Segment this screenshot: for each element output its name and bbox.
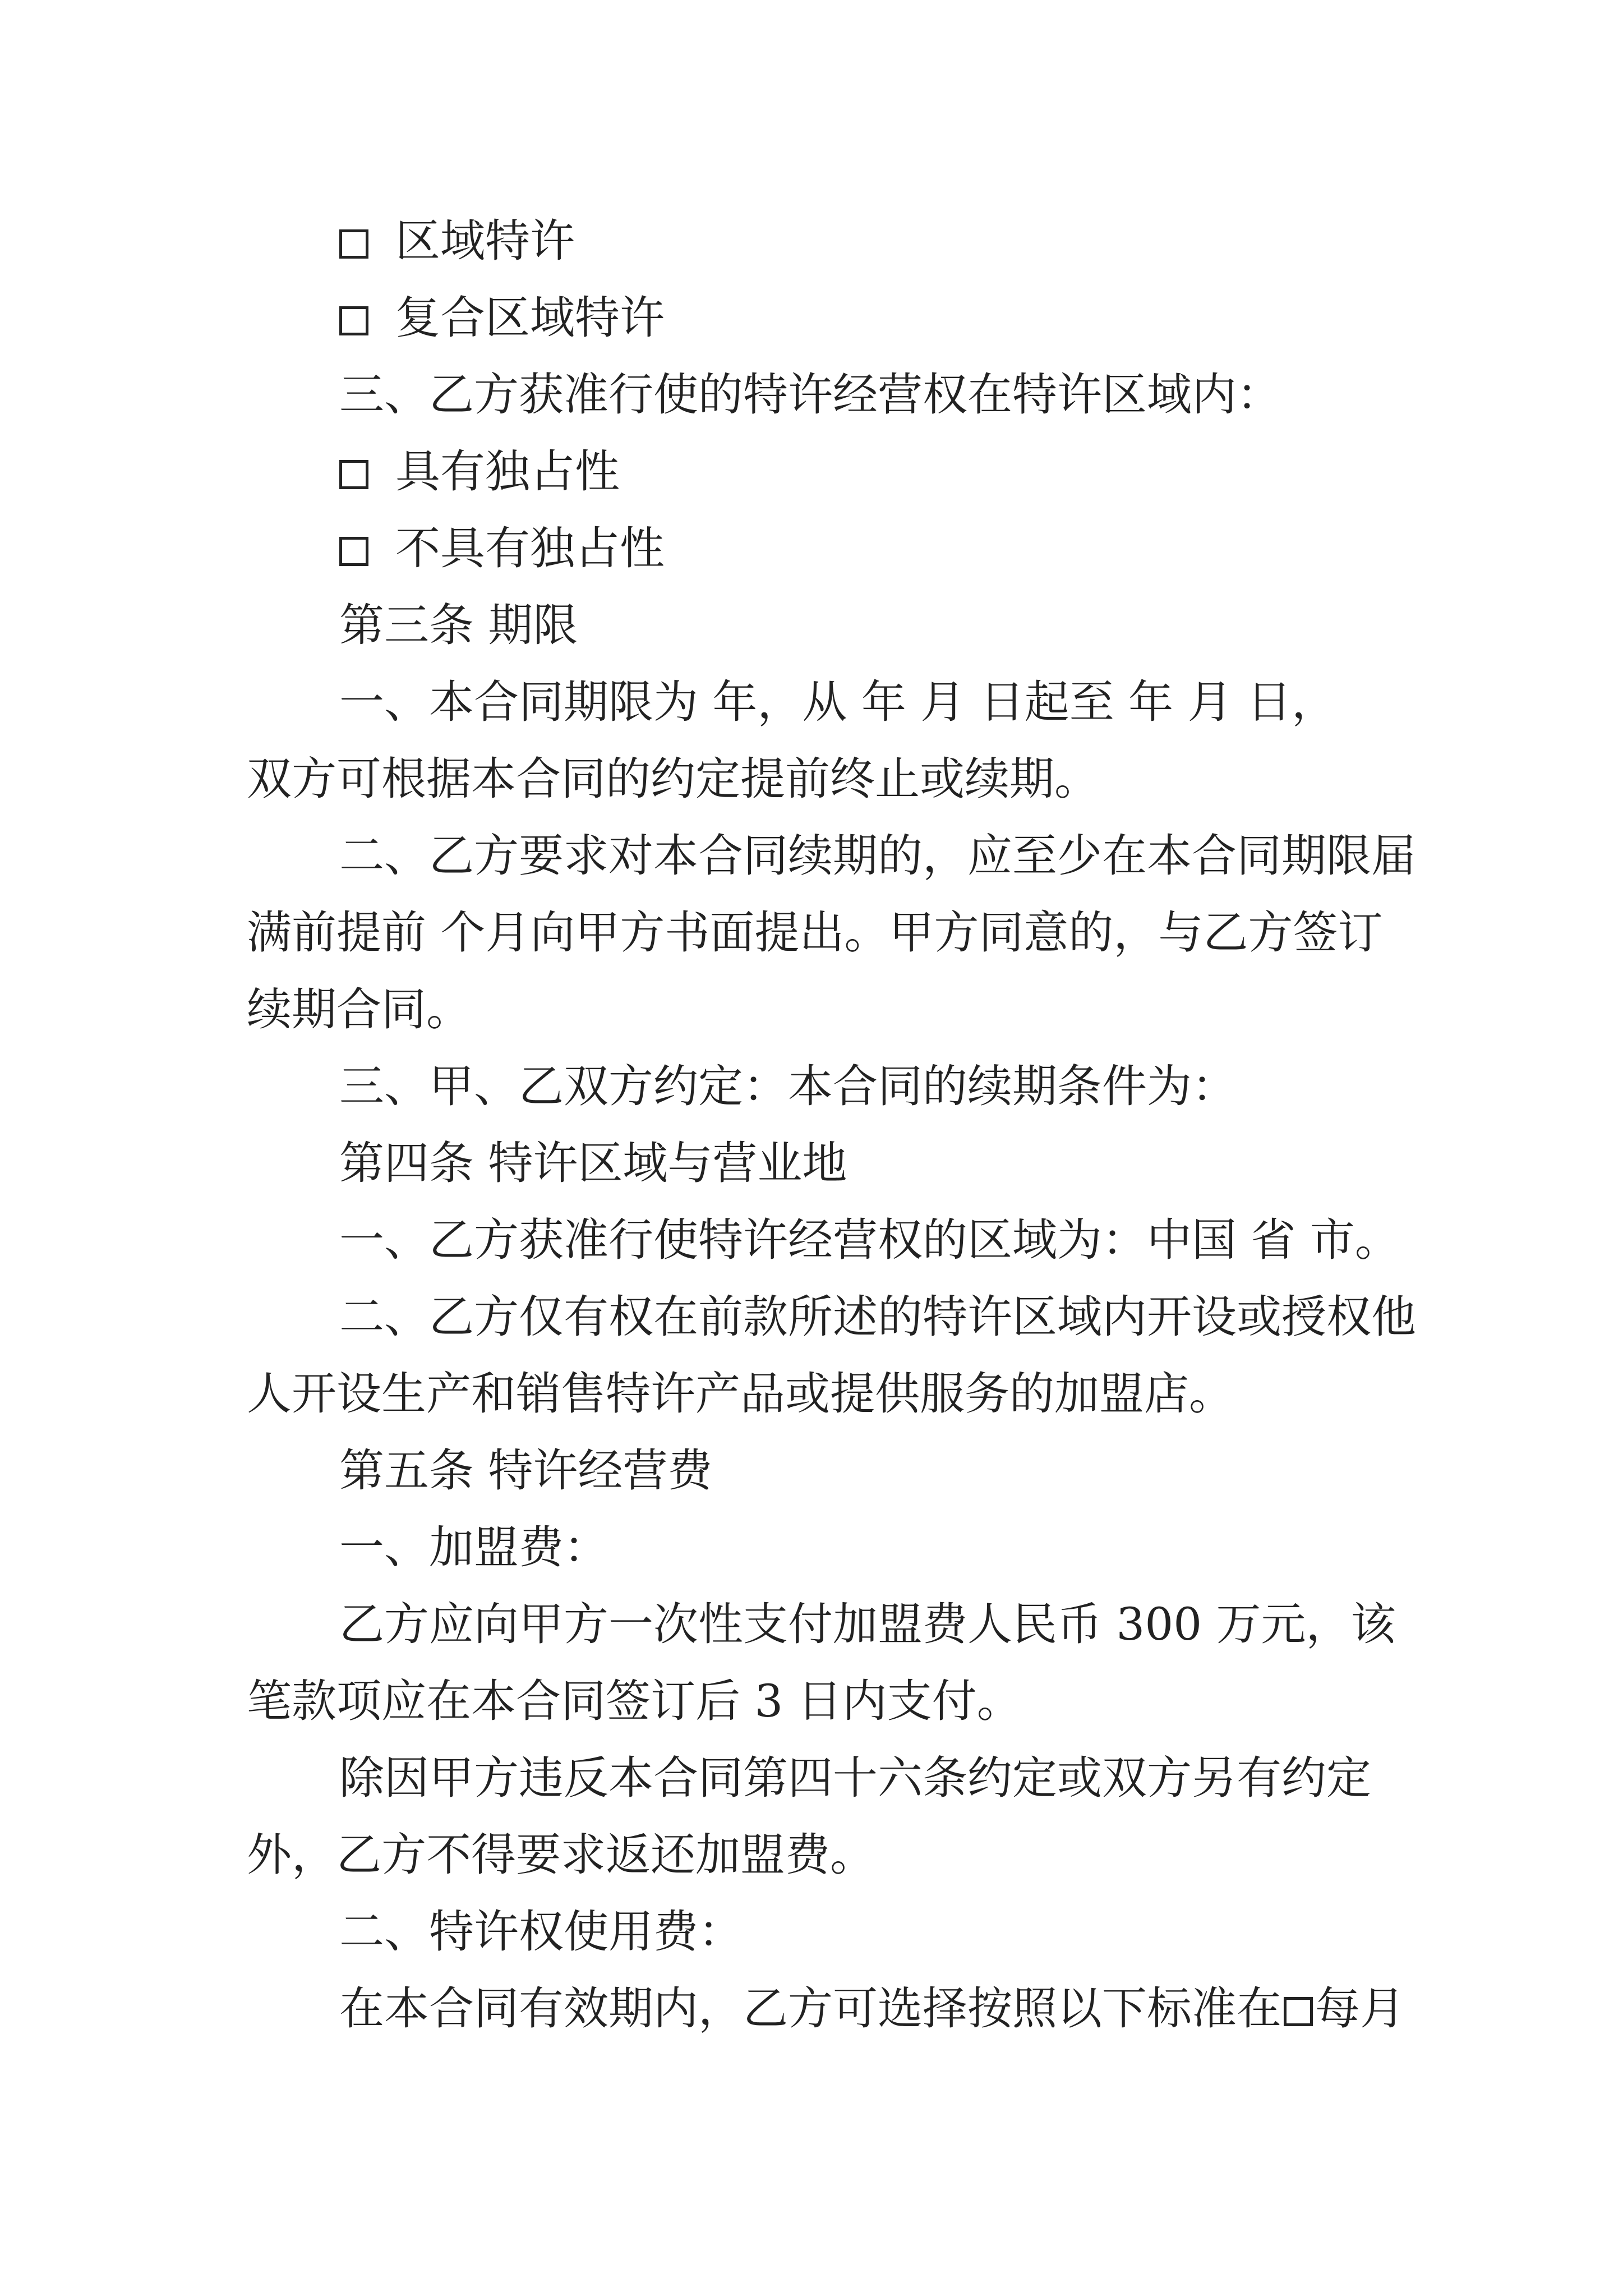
- paragraph-line: 双方可根据本合同的约定提前终止或续期。: [247, 753, 1099, 805]
- paragraph-line: 续期合同。: [247, 983, 471, 1036]
- text-segment: 每月: [1315, 1982, 1405, 2035]
- paragraph-line: 三、甲、乙双方约定：本合同的续期条件为：: [339, 1060, 1237, 1112]
- article-heading: 第五条 特许经营费: [339, 1444, 713, 1497]
- paragraph-line: 二、特许权使用费：: [339, 1906, 743, 1958]
- paragraph-line: 人开设生产和销售特许产品或提供服务的加盟店。: [247, 1368, 1234, 1420]
- checkbox[interactable]: [339, 229, 368, 259]
- paragraph-line: 外，乙方不得要求返还加盟费。: [247, 1829, 875, 1881]
- paragraph-line: 一、本合同期限为 年，从 年 月 日起至 年 月 日，: [339, 676, 1337, 728]
- paragraph-line: 除因甲方违反本合同第四十六条约定或双方另有约定: [339, 1752, 1371, 1804]
- paragraph-line: 二、乙方仅有权在前款所述的特许区域内开设或授权他: [339, 1291, 1416, 1343]
- checkbox-option-composite-regional: [339, 290, 665, 346]
- option-label: 区域特许: [395, 215, 575, 267]
- checkbox[interactable]: [339, 460, 368, 489]
- option-label: 复合区域特许: [395, 292, 665, 344]
- option-label: 不具有独占性: [395, 522, 665, 574]
- checkbox[interactable]: [1284, 1997, 1313, 2026]
- article-heading: 第三条 期限: [339, 599, 578, 651]
- paragraph-line: 满前提前 个月向甲方书面提出。甲方同意的，与乙方签订: [247, 907, 1383, 959]
- paragraph-line: 一、乙方获准行使特许经营权的区域为：中国 省 市。: [339, 1214, 1400, 1266]
- checkbox-option-regional: [339, 213, 575, 269]
- checkbox-option-exclusive: [339, 444, 620, 500]
- paragraph-line: 乙方应向甲方一次性支付加盟费人民币 300 万元，该: [339, 1598, 1396, 1650]
- text-segment: 在本合同有效期内，乙方可选择按照以下标准在: [339, 1982, 1281, 2035]
- checkbox[interactable]: [339, 306, 368, 335]
- paragraph-line: 二、乙方要求对本合同续期的，应至少在本合同期限届: [339, 830, 1416, 882]
- paragraph-line: 三、乙方获准行使的特许经营权在特许区域内：: [339, 369, 1281, 421]
- option-label: 具有独占性: [395, 445, 620, 498]
- article-heading: 第四条 特许区域与营业地: [339, 1137, 847, 1189]
- paragraph-line: 笔款项应在本合同签订后 3 日内支付。: [247, 1675, 1022, 1727]
- checkbox-option-non-exclusive: [339, 521, 665, 577]
- checkbox[interactable]: [339, 537, 368, 566]
- paragraph-line: [339, 1981, 1405, 2037]
- paragraph-line: 一、加盟费：: [339, 1521, 608, 1573]
